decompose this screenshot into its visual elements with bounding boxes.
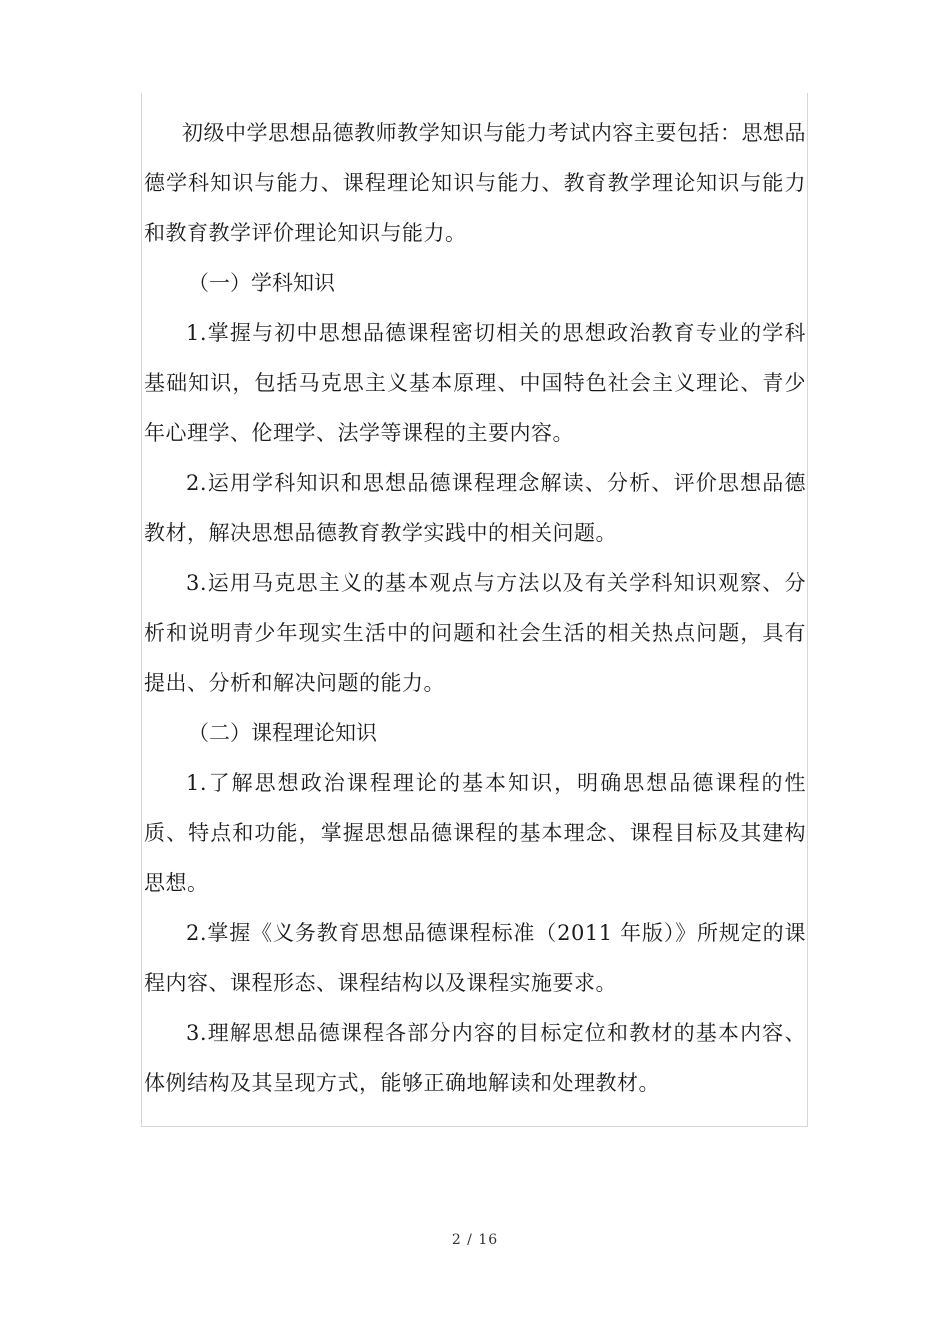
- section-heading-subject-knowledge: （一）学科知识: [188, 271, 335, 295]
- list-item: 1.了解思想政治课程理论的基本知识，明确思想品德课程的性质、特点和功能，掌握思想品德课程的基本理念、课程目标及其建构思想。: [144, 771, 806, 895]
- list-item: 2.运用学科知识和思想品德课程理念解读、分析、评价思想品德教材，解决思想品德教育教学实践中的相关问题。: [144, 471, 806, 545]
- page-number: 2 / 16: [451, 1232, 499, 1248]
- list-item: 3.运用马克思主义的基本观点与方法以及有关学科知识观察、分析和说明青少年现实生活中的问题和社会生活的相关热点问题，具有提出、分析和解决问题的能力。: [144, 571, 806, 695]
- list-item: 1.掌握与初中思想品德课程密切相关的思想政治教育专业的学科基础知识，包括马克思主义基本原理、中国特色社会主义理论、青少年心理学、伦理学、法学等课程的主要内容。: [144, 321, 806, 445]
- document-body: [144, 108, 806, 1108]
- list-item: 2.掌握《义务教育思想品德课程标准（2011 年版）》所规定的课程内容、课程形态、课程结构以及课程实施要求。: [144, 921, 806, 995]
- list-item: 3.理解思想品德课程各部分内容的目标定位和教材的基本内容、体例结构及其呈现方式，能够正确地解读和处理教材。: [144, 1021, 806, 1095]
- intro-paragraph: 初级中学思想品德教师教学知识与能力考试内容主要包括：思想品德学科知识与能力、课程理论知识与能力、教育教学理论知识与能力和教育教学评价理论知识与能力。: [144, 121, 806, 245]
- section-heading-curriculum-theory: （二）课程理论知识: [188, 721, 377, 745]
